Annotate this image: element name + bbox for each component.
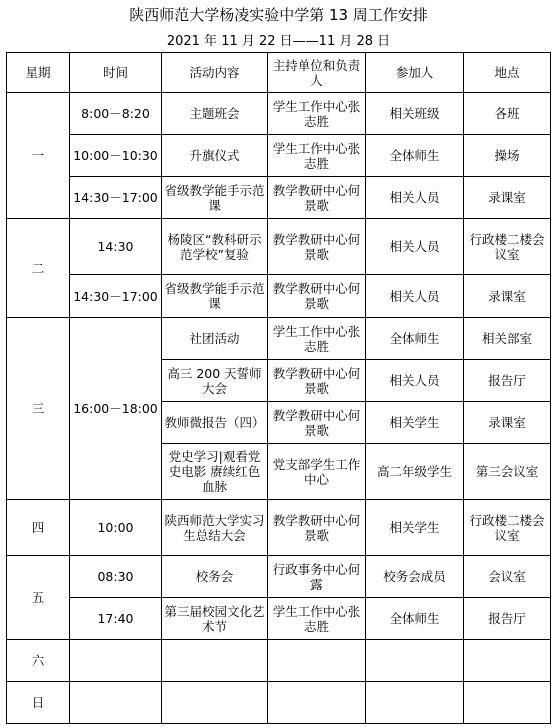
empty-cell — [464, 682, 551, 724]
activity-cell: 社团活动 — [162, 318, 268, 360]
participants-cell: 相关人员 — [366, 360, 464, 402]
participants-cell: 相关学生 — [366, 500, 464, 556]
participants-cell: 相关人员 — [366, 275, 464, 318]
host-cell: 学生工作中心张志胜 — [268, 598, 366, 640]
location-cell: 行政楼二楼会议室 — [464, 219, 551, 275]
table-row — [7, 500, 551, 556]
host-cell: 行政事务中心何露 — [268, 556, 366, 598]
table-row — [7, 640, 551, 682]
empty-cell — [162, 682, 268, 724]
host-cell: 学生工作中心张志胜 — [268, 93, 366, 135]
participants-cell: 高二年级学生 — [366, 444, 464, 500]
host-cell: 学生工作中心张志胜 — [268, 135, 366, 177]
host-cell: 学生工作中心张志胜 — [268, 318, 366, 360]
header-time: 时间 — [70, 53, 162, 93]
day-cell-sun: 日 — [7, 682, 70, 724]
host-cell: 党支部学生工作中心 — [268, 444, 366, 500]
participants-cell: 相关人员 — [366, 219, 464, 275]
header-day: 星期 — [7, 53, 70, 93]
table-row — [7, 135, 551, 177]
location-cell: 行政楼二楼会议室 — [464, 500, 551, 556]
empty-cell — [366, 682, 464, 724]
location-cell: 录课室 — [464, 177, 551, 219]
host-cell: 教学教研中心何景歌 — [268, 177, 366, 219]
participants-cell: 全体师生 — [366, 598, 464, 640]
empty-cell — [464, 640, 551, 682]
empty-cell — [162, 640, 268, 682]
location-cell: 报告厅 — [464, 360, 551, 402]
activity-cell: 陕西师范大学实习生总结大会 — [162, 500, 268, 556]
table-row — [7, 598, 551, 640]
activity-cell: 主题班会 — [162, 93, 268, 135]
location-cell: 相关部室 — [464, 318, 551, 360]
time-cell: 10:00－10:30 — [70, 135, 162, 177]
header-location: 地点 — [464, 53, 551, 93]
header-activity: 活动内容 — [162, 53, 268, 93]
table-row — [7, 177, 551, 219]
host-cell: 教学教研中心何景歌 — [268, 402, 366, 444]
table-row — [7, 318, 551, 360]
activity-cell: 高三 200 天誓师大会 — [162, 360, 268, 402]
time-cell: 10:00 — [70, 500, 162, 556]
location-cell: 录课室 — [464, 275, 551, 318]
activity-cell: 升旗仪式 — [162, 135, 268, 177]
empty-cell — [268, 640, 366, 682]
participants-cell: 全体师生 — [366, 135, 464, 177]
participants-cell: 相关人员 — [366, 177, 464, 219]
time-cell: 14:30－17:00 — [70, 275, 162, 318]
participants-cell: 相关学生 — [366, 402, 464, 444]
participants-cell: 全体师生 — [366, 318, 464, 360]
participants-cell: 校务会成员 — [366, 556, 464, 598]
time-cell: 17:40 — [70, 598, 162, 640]
time-cell: 16:00－18:00 — [70, 318, 162, 500]
header-host: 主持单位和负责人 — [268, 53, 366, 93]
activity-cell: 校务会 — [162, 556, 268, 598]
time-cell: 14:30－17:00 — [70, 177, 162, 219]
location-cell: 报告厅 — [464, 598, 551, 640]
activity-cell: 教师微报告（四） — [162, 402, 268, 444]
activity-cell: 党史学习|观看党史电影 赓续红色血脉 — [162, 444, 268, 500]
day-cell-fri: 五 — [7, 556, 70, 640]
day-cell-wed: 三 — [7, 318, 70, 500]
day-cell-thu: 四 — [7, 500, 70, 556]
table-header-row — [7, 53, 551, 93]
day-cell-sat: 六 — [7, 640, 70, 682]
activity-cell: 省级教学能手示范课 — [162, 275, 268, 318]
participants-cell: 相关班级 — [366, 93, 464, 135]
host-cell: 教学教研中心何景歌 — [268, 219, 366, 275]
empty-cell — [366, 640, 464, 682]
activity-cell: 省级教学能手示范课 — [162, 177, 268, 219]
activity-cell: 第三届校园文化艺术节 — [162, 598, 268, 640]
table-row — [7, 556, 551, 598]
table-row — [7, 682, 551, 724]
header-participants: 参加人 — [366, 53, 464, 93]
schedule-table — [6, 52, 551, 724]
table-row — [7, 275, 551, 318]
empty-cell — [268, 682, 366, 724]
empty-cell — [70, 640, 162, 682]
day-cell-mon: 一 — [7, 93, 70, 219]
empty-cell — [70, 682, 162, 724]
table-row — [7, 219, 551, 275]
activity-cell: 杨陵区“教科研示范学校”复验 — [162, 219, 268, 275]
location-cell: 操场 — [464, 135, 551, 177]
host-cell: 教学教研中心何景歌 — [268, 360, 366, 402]
location-cell: 第三会议室 — [464, 444, 551, 500]
location-cell: 会议室 — [464, 556, 551, 598]
time-cell: 08:30 — [70, 556, 162, 598]
location-cell: 各班 — [464, 93, 551, 135]
table-row — [7, 93, 551, 135]
time-cell: 14:30 — [70, 219, 162, 275]
time-cell: 8:00－8:20 — [70, 93, 162, 135]
host-cell: 教学教研中心何景歌 — [268, 275, 366, 318]
page-title: 陕西师范大学杨凌实验中学第 13 周工作安排 — [129, 6, 428, 24]
host-cell: 教学教研中心何景歌 — [268, 500, 366, 556]
date-range: 2021 年 11 月 22 日——11 月 28 日 — [166, 34, 391, 49]
day-cell-tue: 二 — [7, 219, 70, 318]
location-cell: 录课室 — [464, 402, 551, 444]
